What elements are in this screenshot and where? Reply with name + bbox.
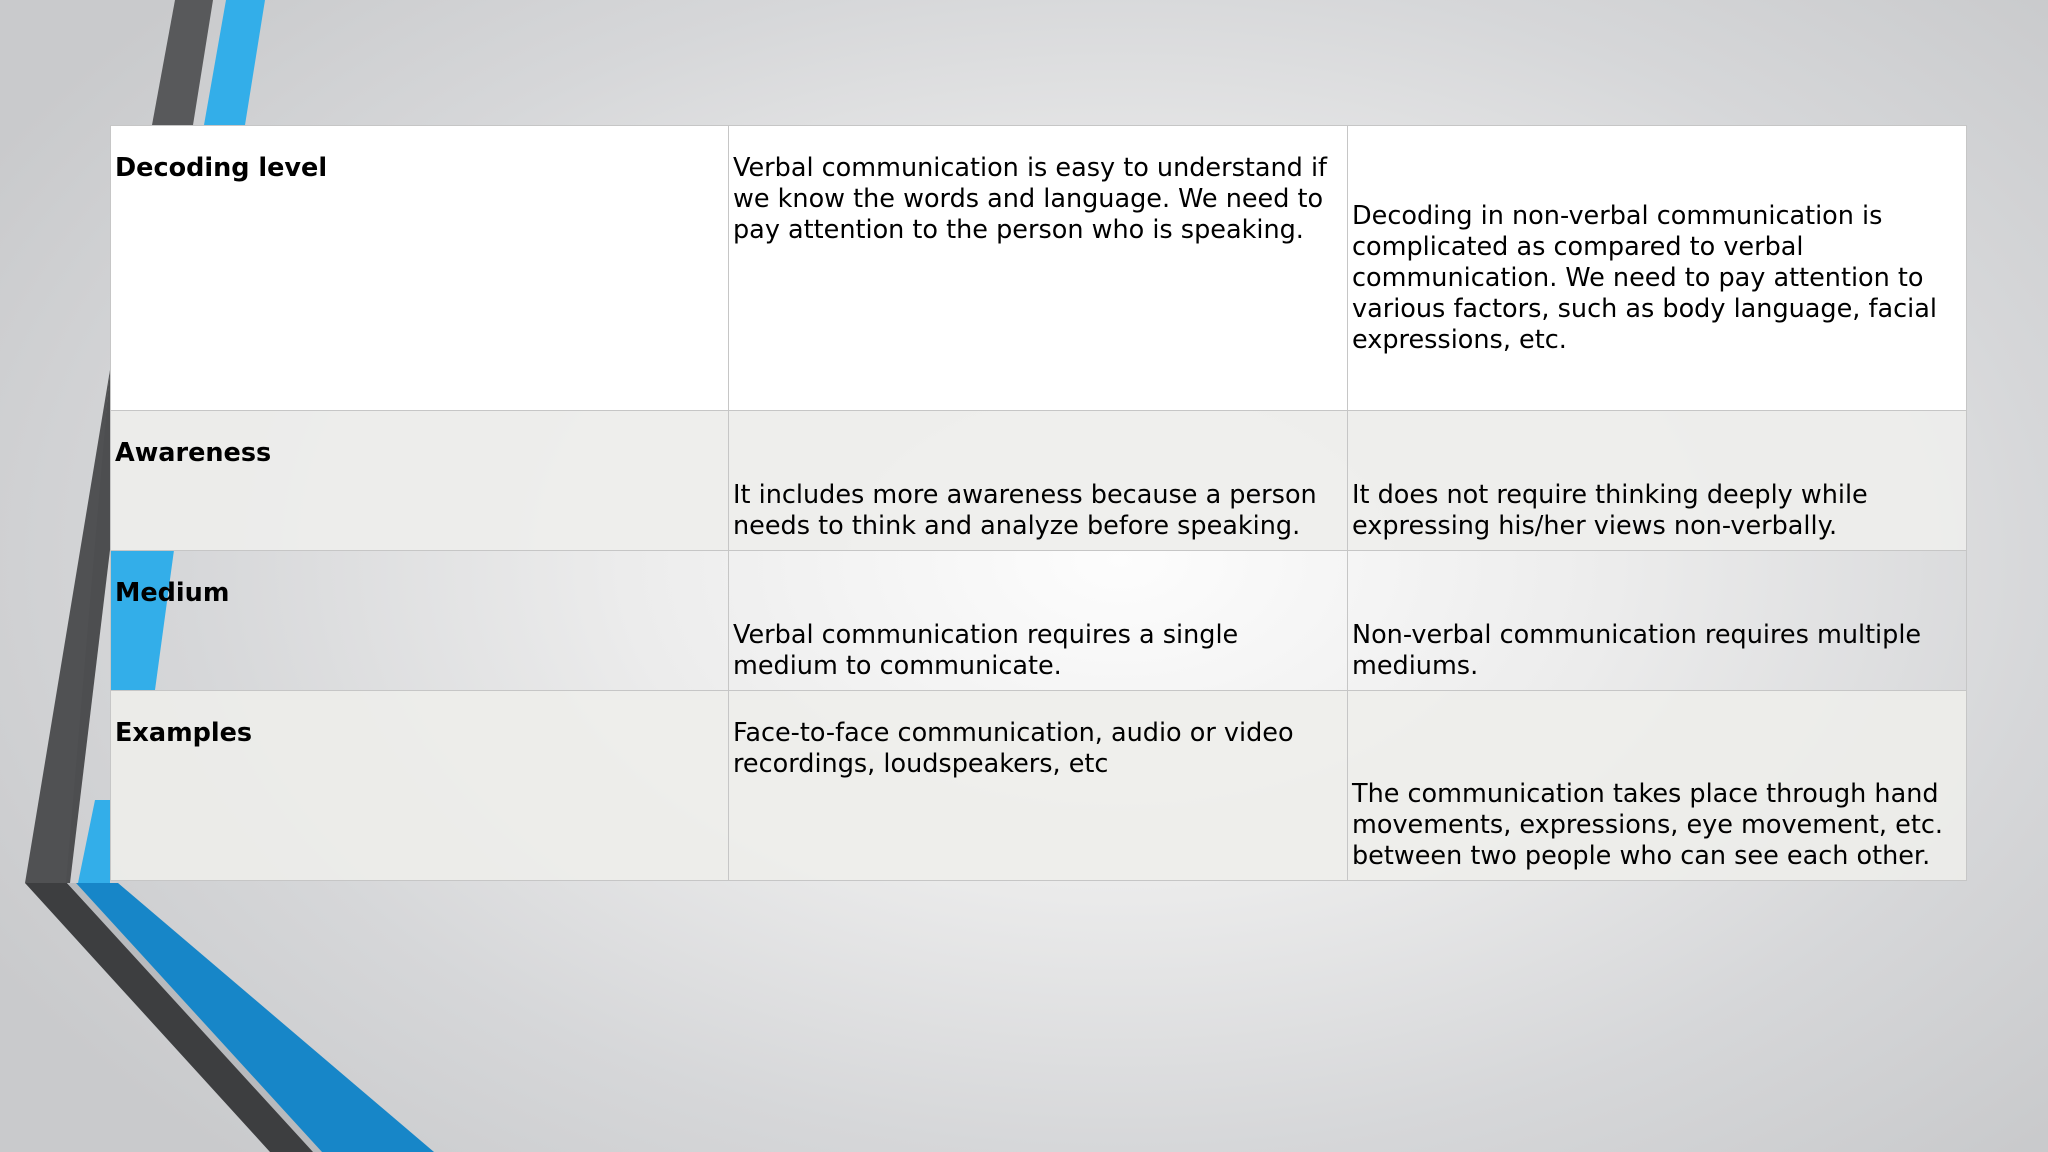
table-row bbox=[111, 691, 1967, 881]
row-header-cell bbox=[111, 551, 729, 691]
chevron-blue-lower bbox=[78, 800, 110, 883]
cell-text: It does not require thinking deeply while expressing his/her views non-verbally. bbox=[1352, 480, 1868, 541]
cell-text: It includes more awareness because a person needs to think and analyze before speaking. bbox=[733, 480, 1317, 541]
row-label: Awareness bbox=[115, 438, 272, 468]
top-gray-stripe bbox=[152, 0, 213, 125]
comparison-table bbox=[110, 125, 1967, 881]
row-header-cell bbox=[111, 126, 729, 411]
nonverbal-cell bbox=[1348, 411, 1967, 551]
row-header-cell bbox=[111, 411, 729, 551]
row-label: Examples bbox=[115, 718, 253, 748]
verbal-cell bbox=[729, 691, 1348, 881]
chevron-silver-line bbox=[67, 883, 322, 1152]
row-header-cell bbox=[111, 691, 729, 881]
nonverbal-cell bbox=[1348, 126, 1967, 411]
verbal-cell bbox=[729, 411, 1348, 551]
row-label: Decoding level bbox=[115, 153, 328, 183]
table-row bbox=[111, 126, 1967, 411]
nonverbal-cell bbox=[1348, 551, 1967, 691]
verbal-cell bbox=[729, 126, 1348, 411]
cell-text: The communication takes place through hand movements, expressions, eye movement, etc. between two people who can see each other. bbox=[1352, 779, 1943, 871]
top-blue-stripe bbox=[204, 0, 265, 125]
cell-text: Decoding in non-verbal communication is complicated as compared to verbal communication. We need to pay attention to various factors, such as body language, facial expressions, etc. bbox=[1352, 201, 1937, 355]
cell-text: Verbal communication requires a single medium to communicate. bbox=[733, 620, 1239, 681]
verbal-cell bbox=[729, 551, 1348, 691]
cell-text: Verbal communication is easy to understand if we know the words and language. We need to pay attention to the person who is speaking. bbox=[733, 153, 1328, 245]
cell-text: Face-to-face communication, audio or video recordings, loudspeakers, etc bbox=[733, 718, 1294, 779]
table-row bbox=[111, 551, 1967, 691]
cell-text: Non-verbal communication requires multiple mediums. bbox=[1352, 620, 1922, 681]
table-row bbox=[111, 411, 1967, 551]
nonverbal-cell bbox=[1348, 691, 1967, 881]
row-label: Medium bbox=[115, 578, 230, 608]
